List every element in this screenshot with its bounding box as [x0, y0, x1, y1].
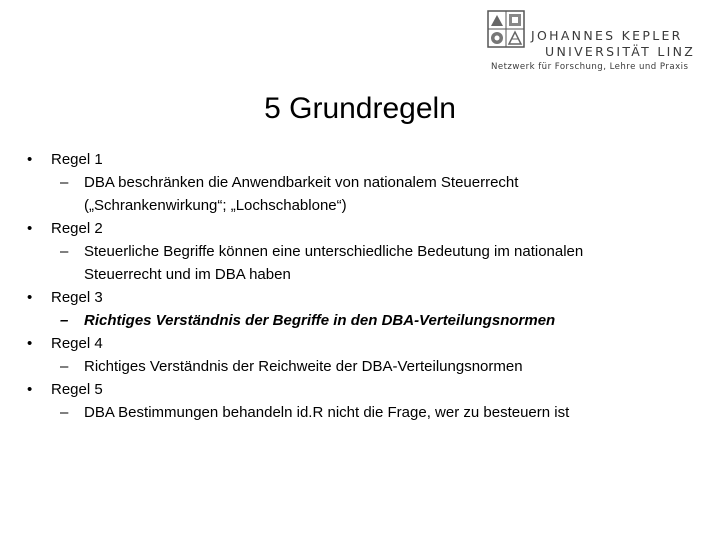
rule-item-4 — [0, 332, 720, 378]
rule-description-text: DBA Bestimmungen behandeln id.R nicht die Frage, wer zu besteuern ist — [84, 404, 570, 421]
rule-item-2 — [0, 217, 720, 286]
dash-marker: – — [60, 243, 69, 260]
rule-item-5 — [0, 378, 720, 424]
rule-description-continuation: („Schrankenwirkung“; „Lochschablone“) — [84, 197, 347, 214]
bullet-marker: • — [27, 289, 33, 306]
logo-university-text: UNIVERSITÄT LINZ — [545, 44, 696, 59]
rule-description-text: DBA beschränken die Anwendbarkeit von nationalem Steuerrecht — [84, 174, 519, 191]
rule-description — [60, 401, 704, 424]
bullet-marker: • — [27, 381, 33, 398]
rule-label: Regel 1 — [51, 151, 103, 168]
university-logo — [487, 10, 709, 74]
bullet-marker: • — [27, 151, 33, 168]
rule-description — [60, 171, 704, 217]
rule-description-text: Steuerliche Begriffe können eine unterschiedliche Bedeutung im nationalen — [84, 243, 584, 260]
logo-name-text: JOHANNES KEPLER — [531, 28, 683, 43]
dash-marker: – — [60, 312, 69, 329]
rule-description-text: Richtiges Verständnis der Reichweite der DBA-Verteilungsnormen — [84, 358, 523, 375]
rule-description — [60, 240, 704, 286]
rule-item-1 — [0, 148, 720, 217]
rule-label: Regel 2 — [51, 220, 103, 237]
rule-description — [60, 355, 704, 378]
dash-marker: – — [60, 358, 69, 375]
rule-description-emphasized — [60, 309, 704, 332]
rule-item-3 — [0, 286, 720, 332]
rule-description-continuation: Steuerrecht und im DBA haben — [84, 266, 291, 283]
rule-description-text: Richtiges Verständnis der Begriffe in den DBA-Verteilungsnormen — [84, 312, 556, 329]
bullet-marker: • — [27, 220, 33, 237]
rules-list — [0, 148, 720, 424]
dash-marker: – — [60, 404, 69, 421]
rule-label: Regel 5 — [51, 381, 103, 398]
slide-title: 5 Grundregeln — [264, 92, 456, 125]
rule-label: Regel 4 — [51, 335, 103, 352]
logo-tagline-text: Netzwerk für Forschung, Lehre und Praxis — [491, 62, 689, 72]
dash-marker: – — [60, 174, 69, 191]
bullet-marker: • — [27, 335, 33, 352]
university-crest-icon — [487, 10, 525, 48]
rule-label: Regel 3 — [51, 289, 103, 306]
